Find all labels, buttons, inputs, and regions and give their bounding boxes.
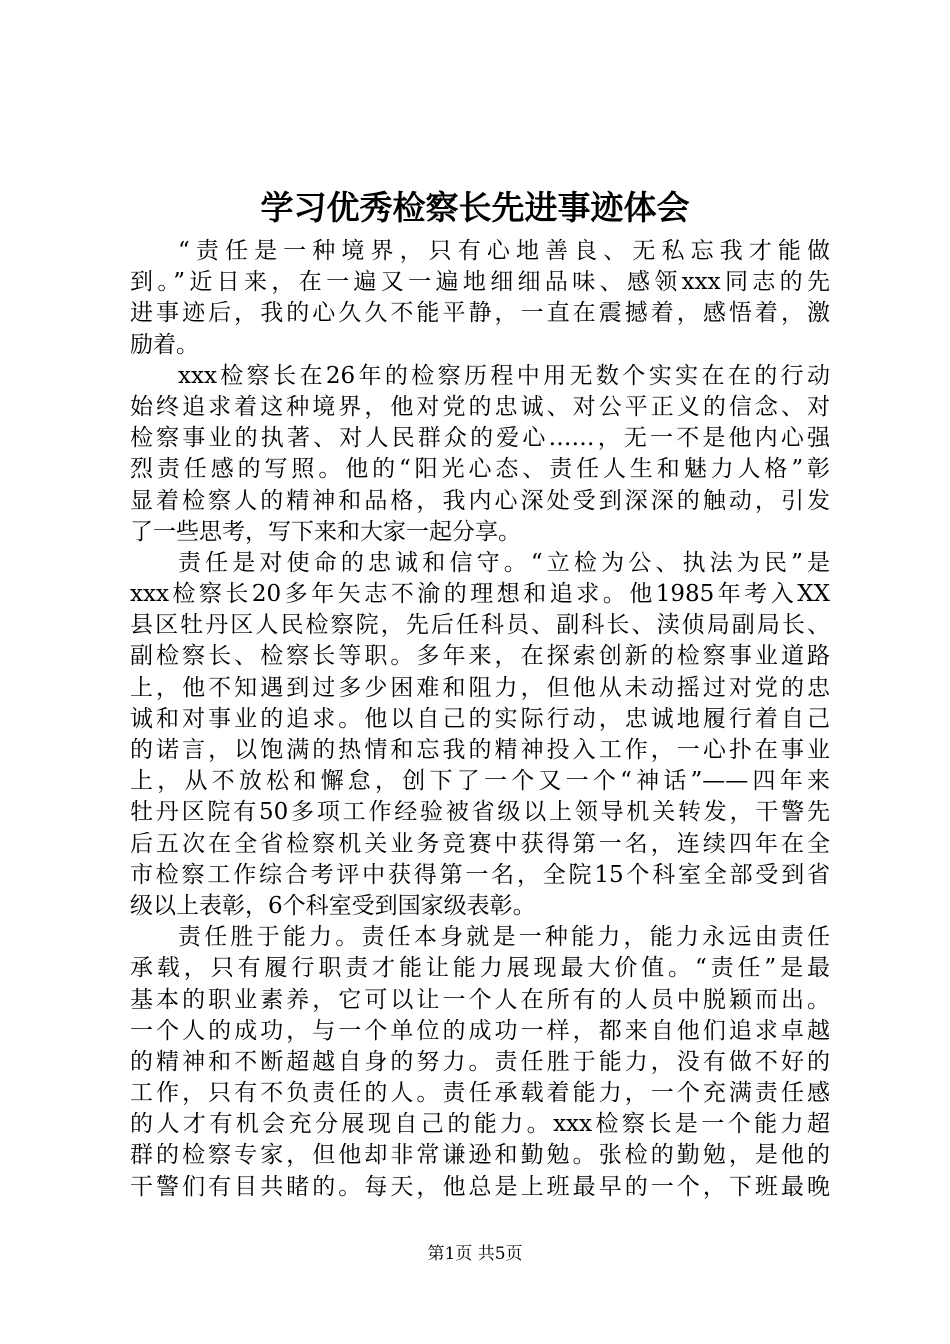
paragraph-4-line-8: 群的检察专家，但他却非常谦逊和勤勉。张检的勤勉，是他的 bbox=[130, 1142, 830, 1169]
paragraph-3-line-4: 副检察长、检察长等职。多年来，在探索创新的检察事业道路 bbox=[130, 643, 830, 670]
paragraph-4-line-1: 责任胜于能力。责任本身就是一种能力，能力永远由责任 bbox=[178, 924, 830, 951]
paragraph-4-line-5: 的精神和不断超越自身的努力。责任胜于能力，没有做不好的 bbox=[130, 1048, 830, 1075]
paragraph-4-line-6: 工作，只有不负责任的人。责任承载着能力，一个充满责任感 bbox=[130, 1080, 830, 1107]
paragraph-3-line-11: 市检察工作综合考评中获得第一名，全院15个科室全部受到省 bbox=[130, 861, 830, 888]
paragraph-2-line-6: 了一些思考，写下来和大家一起分享。 bbox=[130, 518, 521, 545]
paragraph-2-line-5: 显着检察人的精神和品格，我内心深处受到深深的触动，引发 bbox=[130, 487, 830, 514]
paragraph-2-line-3: 检察事业的执著、对人民群众的爱心……，无一不是他内心强 bbox=[130, 425, 830, 452]
paragraph-1-line-3: 进事迹后，我的心久久不能平静，一直在震撼着，感悟着，激 bbox=[130, 300, 830, 327]
paragraph-4-line-9: 干警们有目共睹的。每天，他总是上班最早的一个，下班最晚 bbox=[130, 1173, 830, 1200]
paragraph-3-line-2: xxx检察长20多年矢志不渝的理想和追求。他1985年考入XX bbox=[130, 581, 830, 608]
paragraph-3-line-7: 的诺言，以饱满的热情和忘我的精神投入工作，一心扑在事业 bbox=[130, 737, 830, 763]
paragraph-3-line-12: 级以上表彰，6个科室受到国家级表彰。 bbox=[130, 892, 536, 919]
paragraph-2-line-1: xxx检察长在26年的检察历程中用无数个实实在在的行动 bbox=[178, 362, 830, 389]
paragraph-1-line-2: 到。”近日来，在一遍又一遍地细细品味、感领xxx同志的先 bbox=[130, 269, 830, 296]
document-body bbox=[130, 236, 830, 1203]
paragraph-3-line-1: 责任是对使命的忠诚和信守。“立检为公、执法为民”是 bbox=[178, 549, 830, 576]
paragraph-3-line-10: 后五次在全省检察机关业务竞赛中获得第一名，连续四年在全 bbox=[130, 830, 830, 857]
paragraph-3-line-8: 上，从不放松和懈怠，创下了一个又一个“神话”——四年来 bbox=[130, 768, 830, 795]
paragraph-4-line-2: 承载，只有履行职责才能让能力展现最大价值。“责任”是最 bbox=[130, 955, 830, 982]
paragraph-3-line-5: 上，他不知遇到过多少困难和阻力，但他从未动摇过对党的忠 bbox=[130, 674, 830, 701]
paragraph-2-line-4: 烈责任感的写照。他的“阳光心态、责任人生和魅力人格”彰 bbox=[130, 456, 830, 483]
paragraph-4-line-7: 的人才有机会充分展现自己的能力。xxx检察长是一个能力超 bbox=[130, 1111, 830, 1138]
paragraph-3-line-6: 诚和对事业的追求。他以自己的实际行动，忠诚地履行着自己 bbox=[130, 705, 830, 732]
page-number-footer: 第1页 共5页 bbox=[427, 1244, 523, 1264]
paragraph-4-line-3: 基本的职业素养，它可以让一个人在所有的人员中脱颖而出。 bbox=[130, 986, 830, 1013]
document-title: 学习优秀检察长先进事迹体会 bbox=[260, 188, 690, 227]
paragraph-1-line-4: 励着。 bbox=[130, 331, 199, 358]
paragraph-4-line-4: 一个人的成功，与一个单位的成功一样，都来自他们追求卓越 bbox=[130, 1017, 830, 1044]
paragraph-1-line-1: “责任是一种境界，只有心地善良、无私忘我才能做 bbox=[178, 238, 830, 264]
paragraph-2-line-2: 始终追求着这种境界，他对党的忠诚、对公平正义的信念、对 bbox=[130, 393, 830, 420]
paragraph-3-line-3: 县区牡丹区人民检察院，先后任科员、副科长、渎侦局副局长、 bbox=[130, 612, 830, 639]
paragraph-3-line-9: 牡丹区院有50多项工作经验被省级以上领导机关转发，干警先 bbox=[130, 799, 830, 826]
